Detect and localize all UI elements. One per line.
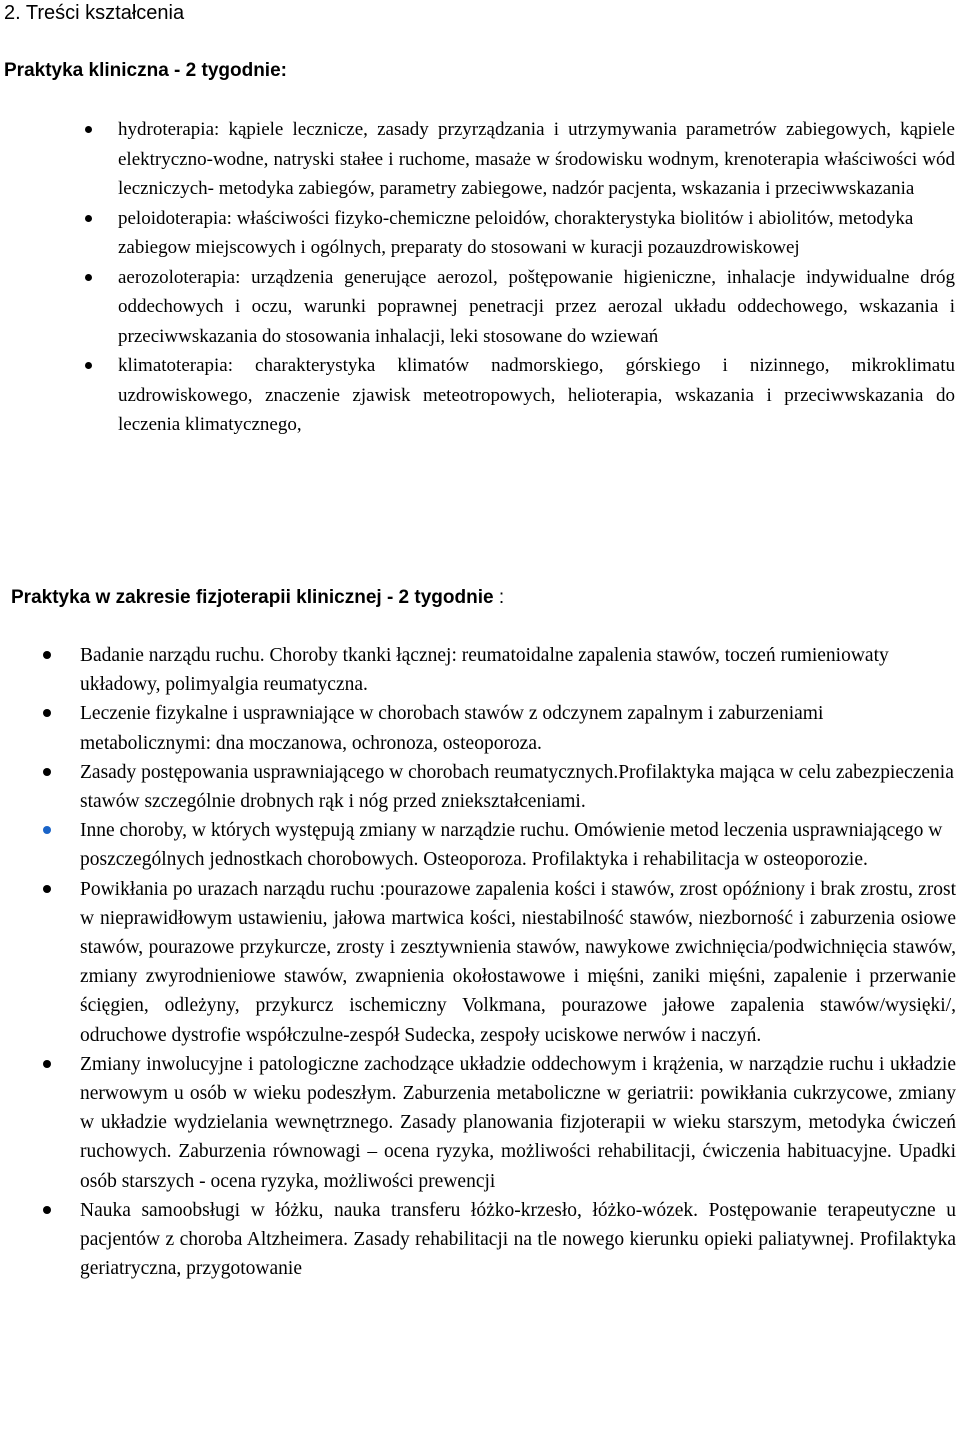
section-heading: 2. Treści kształcenia xyxy=(4,2,185,24)
list-item xyxy=(0,875,956,1050)
clinical-practice-heading: Praktyka kliniczna - 2 tygodnie: xyxy=(4,60,287,81)
list-item-text: Powikłania po urazach narządu ruchu :pourazowe zapalenia kości i stawów, zrost opóźniony i brak zrostu, zrost w nieprawidłowym ustawieniu, jałowa martwica kości, niestabilność stawów, niezborność i zaburzenia osiowe stawów, pourazowe przykurcze, zrosty i zesztywnienia stawów, nawykowe zwichnięcia/podwichnięcia stawów, zmiany zwyrodnieniowe stawów, zwapnienia okołostawowe i mięśni, zaniki mięśni, zapalenie i przerwanie ścięgien, odleżyny, przykurcz ischemiczny Volkmana, pourazowe jałowe zapalenia stawów/wysięki/, odruchowe dystrofie współczulne-zespół Sudecka, zespoły uciskowe nerwów i naczyń. xyxy=(80,878,956,1046)
list-item-text: Zasady postępowania usprawniającego w chorobach reumatycznych.Profilaktyka mająca w celu zabezpieczenia stawów szczególnie drobnych rąk i nóg przed zniekształceniami. xyxy=(80,761,954,813)
bullet-icon xyxy=(43,1060,51,1068)
list-item-text: Badanie narządu ruchu. Choroby tkanki łącznej: reumatoidalne zapalenia stawów, toczeń rumieniowaty układowy, polimyalgia reumatyczna. xyxy=(80,645,889,696)
list-item-text: Inne choroby, w których występują zmiany w narządzie ruchu. Omówienie metod leczenia usprawniającego w poszczególnych jednostkach chorobowych. Osteoporoza. Profilaktyka i rehabilitacja w osteoporozie. xyxy=(80,820,943,871)
bullet-icon xyxy=(85,215,92,222)
list-item xyxy=(0,758,956,816)
list-item-text: peloidoterapia: właściwości fizyko-chemiczne peloidów, chorakterystyka biolitów i abiolitów, metodyka zabiegow miejscowych i ogólnych, preparaty do stosowani w kuracji pozauzdrowiskowej xyxy=(118,207,914,258)
clinical-physiotherapy-title: Praktyka w zakresie fizjoterapii klinicznej - 2 tygodnie xyxy=(11,587,494,608)
list-item xyxy=(0,351,955,440)
bullet-icon xyxy=(85,362,92,369)
bullet-icon xyxy=(43,1206,51,1214)
list-item-text: Zmiany inwolucyjne i patologiczne zachodzące układzie oddechowym i krążenia, w narządzie ruchu i układzie nerwowym u osób w wieku podeszłym. Zaburzenia metaboliczne w geriatrii: powikłania cukrzycowe, zmiany w układzie wydzielania wewnętrznego. Zasady planowania fizjoterapii w wieku starszym, metodyka ćwiczeń ruchowych. Zaburzenia równowagi – ocena ryzyka, możliwości rehabilitacji, ćwiczenia habituacyjne. Upadki osób starszych - ocena ryzyka, możliwości prewencji xyxy=(80,1053,956,1192)
list-item xyxy=(0,1050,956,1196)
list-item-text: Leczenie fizykalne i usprawniające w chorobach stawów z odczynem zapalnym i zaburzeniami metabolicznymi: dna moczanowa, ochronoza, osteoporoza. xyxy=(80,703,824,754)
clinical-practice-list xyxy=(0,115,960,440)
clinical-physiotherapy-list xyxy=(0,641,960,1283)
bullet-icon xyxy=(85,274,92,281)
bullet-icon xyxy=(85,126,92,133)
list-item-text: Nauka samoobsługi w łóżku, nauka transferu łóżko-krzesło, łóżko-wózek. Postępowanie terapeutyczne u pacjentów z choroba Altzheimera. Zasady rehabilitacji na tle nowego kierunku opieki paliatywnej. Profilaktyka geriatryczna, przygotowanie xyxy=(80,1199,956,1280)
list-item-text: klimatoterapia: charakterystyka klimatów nadmorskiego, górskiego i nizinnego, mikroklimatu uzdrowiskowego, znaczenie zjawisk meteotropowych, helioterapia, wskazania i przeciwwskazania do leczenia klimatycznego, xyxy=(118,355,955,435)
list-item-text: aerozoloterapia: urządzenia generujące aerozol, poštępowanie higieniczne, inhalacje indywidualne dróg oddechowych i oczu, warunki poprawnej penetracji przez aerozal układu oddechowego, wskazania i przeciwwskazania do stosowania inhalacji, leki stosowane do wziewań xyxy=(118,266,955,347)
bullet-icon xyxy=(43,885,51,893)
list-item xyxy=(0,816,956,874)
list-item xyxy=(0,1196,956,1284)
bullet-icon xyxy=(43,768,51,776)
list-item xyxy=(0,263,955,352)
list-item xyxy=(0,204,955,263)
bullet-icon xyxy=(43,651,51,659)
list-item-text: hydroterapia: kąpiele lecznicze, zasady przyrządzania i utrzymywania parametrów zabiegowych, kąpiele elektryczno-wodne, natryski stałee i ruchome, masaże w środowisku wodnym, krenoterapia właściwości wód leczniczych- metodyka zabiegów, parametry zabiegowe, nadzór pacjenta, wskazania i przeciwwskazania xyxy=(118,119,955,199)
list-item xyxy=(0,641,956,699)
list-item xyxy=(0,115,955,204)
heading-suffix: : xyxy=(493,587,505,608)
bullet-icon xyxy=(43,826,51,834)
clinical-physiotherapy-heading xyxy=(11,584,504,612)
bullet-icon xyxy=(43,709,51,717)
list-item xyxy=(0,699,956,757)
